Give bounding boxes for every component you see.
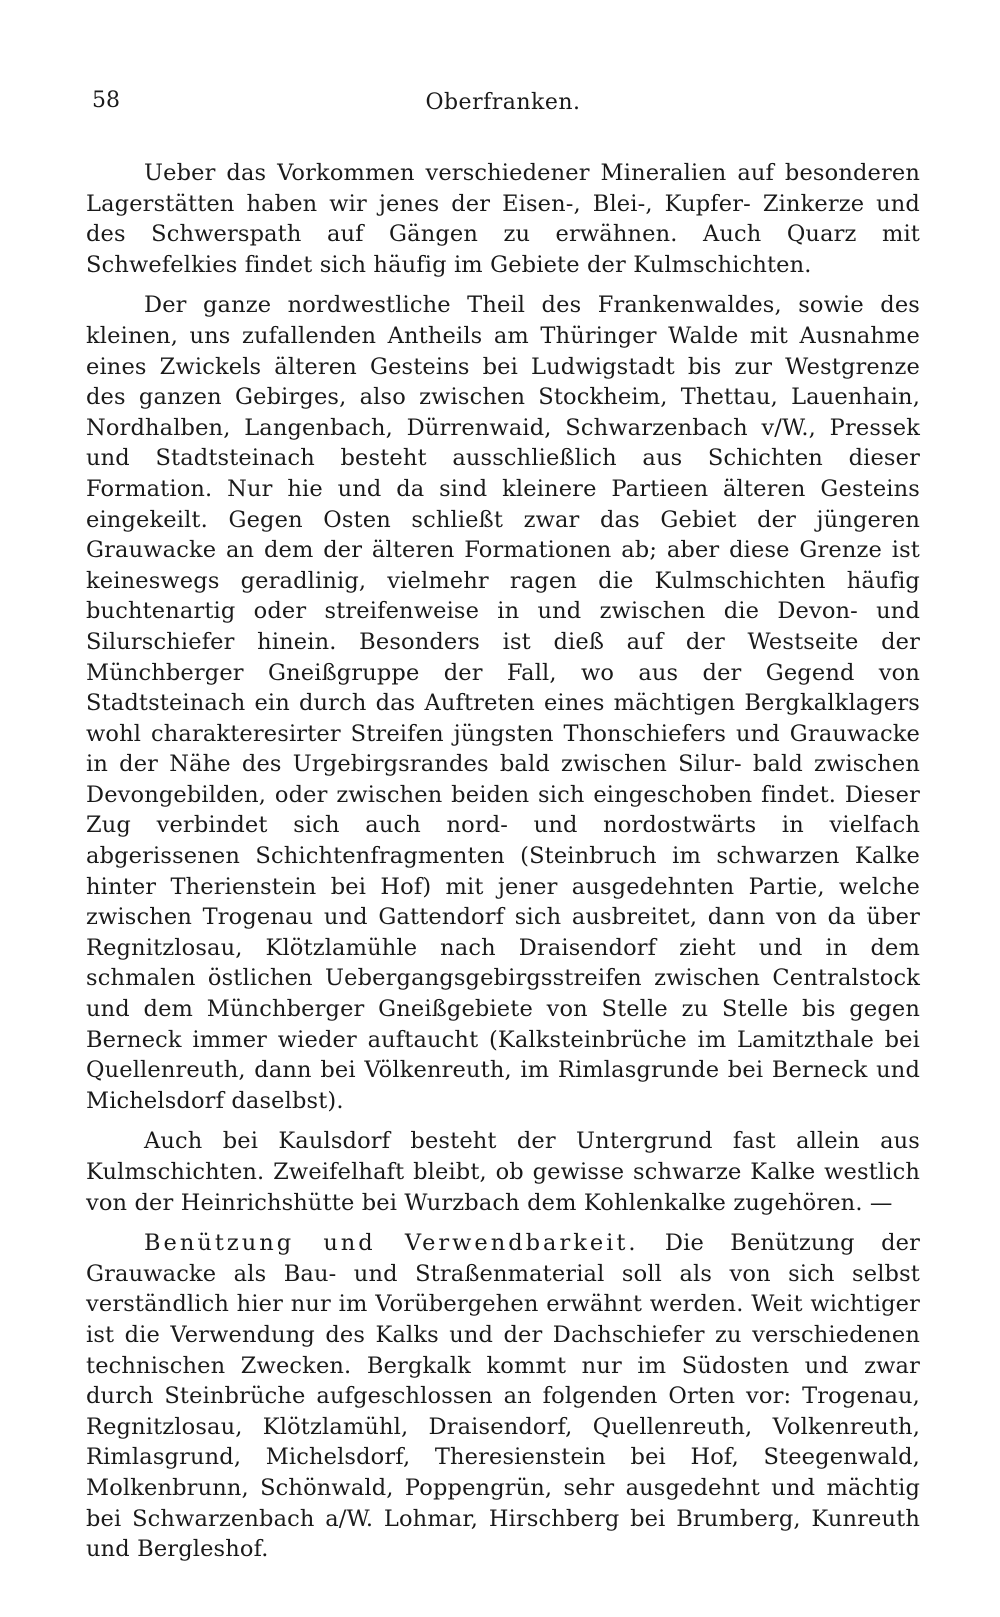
paragraph-frankenwald: Der ganze nordwestliche Theil des Frankenwaldes, sowie des kleinen, uns zufallenden Antheils am Thüringer Walde mit Ausnahme eines Zwickels älteren Gesteins bei Ludwigstadt bis zur Westgrenze des ganzen Gebirges, also zwischen Stockheim, Thettau, Lauenhain, Nordhalben, Langenbach, Dürrenwaid, Schwarzenbach v/W., Pressek und Stadtsteinach besteht ausschließlich aus Schichten dieser Formation. Nur hie und da sind kleinere Partieen älteren Gesteins eingekeilt. Gegen Osten schließt zwar das Gebiet der jüngeren Grauwacke an dem der älteren Formationen ab; aber diese Grenze ist keineswegs geradlinig, vielmehr ragen die Kulmschichten häufig buchtenartig oder streifenweise in und zwischen die Devon- und Silurschiefer hinein. Besonders ist dieß auf der Westseite der Münchberger Gneißgruppe der Fall, wo aus der Gegend von Stadtsteinach ein durch das Auftreten eines mächtigen Bergkalklagers wohl charakteresirter Streifen jüngsten Thonschiefers und Grauwacke in der Nähe des Urgebirgsrandes bald zwischen Silur- bald zwischen Devongebilden, oder zwischen beiden sich eingeschoben findet. Dieser Zug verbindet sich auch nord- und nordostwärts in vielfach abgerissenen Schichtenfragmenten (Steinbruch im schwarzen Kalke hinter Therienstein bei Hof) mit jener ausgedehnten Partie, welche zwischen Trogenau und Gattendorf sich ausbreitet, dann von da über Regnitzlosau, Klötzlamühle nach Draisendorf zieht und in dem schmalen östlichen Uebergangsgebirgsstreifen zwischen Centralstock und dem Münchberger Gneißgebiete von Stelle zu Stelle bis gegen Berneck immer wieder auftaucht (Kalksteinbrüche im Lamitzthale bei Quellenreuth, dann bei Völkenreuth, im Rimlasgrunde bei Berneck und Michelsdorf daselbst). — [86, 292, 920, 1114]
paragraph-kaulsdorf: Auch bei Kaulsdorf besteht der Untergrund fast allein aus Kulmschichten. Zweifelhaft bleibt, ob gewisse schwarze Kalke westlich von der Heinrichshütte bei Wurzbach dem Kohlenkalke zugehören. — — [86, 1128, 920, 1216]
paragraph-usage-body: Die Benützung der Grauwacke als Bau- und Straßenmaterial soll als von sich selbst verständlich hier nur im Vorübergehen erwähnt werden. Weit wichtiger ist die Verwendung des Kalks und der Dachschiefer zu verschiedenen technischen Zwecken. Bergkalk kommt nur im Südosten und zwar durch Steinbrüche aufgeschlossen an folgenden Orten vor: Trogenau, Regnitzlosau, Klötzlamühl, Draisendorf, Quellenreuth, Volkenreuth, Rimlasgrund, Michelsdorf, Theresienstein bei Hof, Steegenwald, Molkenbrunn, Schönwald, Poppengrün, sehr ausgedehnt und mächtig bei Schwarzenbach a/W. Lohmar, Hirschberg bei Brumberg, Kunreuth und Bergleshof. — [86, 1230, 921, 1563]
section-lead: Benützung und Verwendbarkeit. — [144, 1230, 639, 1257]
page-header — [86, 88, 920, 132]
paragraph-minerals: Ueber das Vorkommen verschiedener Mineralien auf besonderen Lagerstätten haben wir jenes der Eisen-, Blei-, Kupfer- Zinkerze und des Schwerspath auf Gängen zu erwähnen. Auch Quarz mit Schwefelkies findet sich häufig im Gebiete der Kulmschichten. — [86, 160, 920, 278]
running-head: Oberfranken. — [425, 90, 581, 115]
paragraph-usage — [86, 1228, 920, 1565]
page-number: 58 — [92, 88, 120, 113]
